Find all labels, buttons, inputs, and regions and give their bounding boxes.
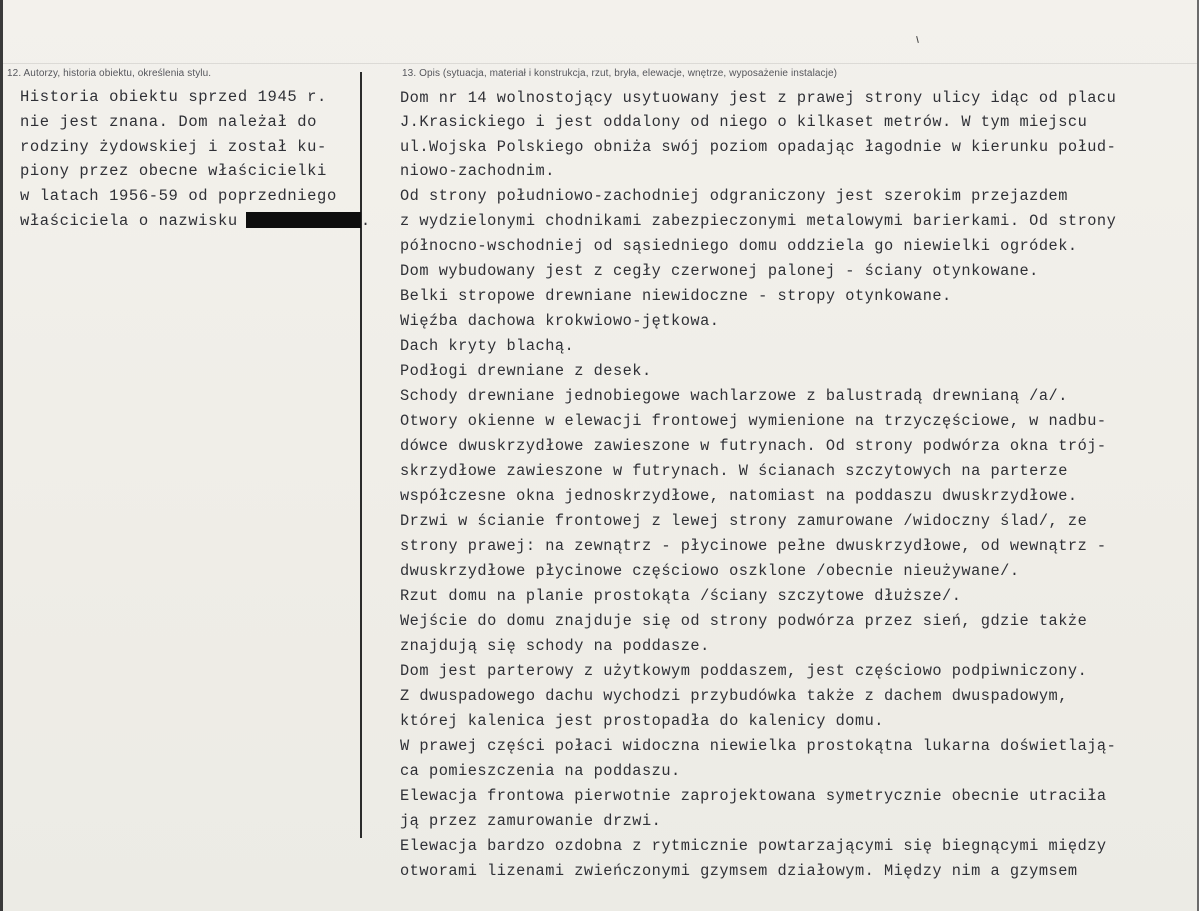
description-line: dówce dwuskrzydłowe zawieszone w futrynach. Od strony podwórza okna trój- xyxy=(400,437,1107,455)
history-line: piony przez obecne właścicielki xyxy=(20,162,327,180)
description-line: ca pomieszczenia na poddaszu. xyxy=(400,762,681,780)
description-line: J.Krasickiego i jest oddalony od niego o kilkaset metrów. W tym miejscu xyxy=(400,113,1088,131)
paper-fold xyxy=(3,63,1197,64)
description-line: skrzydłowe zawieszone w futrynach. W ścianach szczytowych na parterze xyxy=(400,462,1068,480)
description-line: znajdują się schody na poddasze. xyxy=(400,637,710,655)
description-line: W prawej części połaci widoczna niewielka prostokątna lukarna doświetlają- xyxy=(400,737,1117,755)
description-line: Belki stropowe drewniane niewidoczne - stropy otynkowane. xyxy=(400,287,952,305)
description-line: z wydzielonymi chodnikami zabezpieczonymi metalowymi barierkami. Od strony xyxy=(400,212,1117,230)
description-line: północno-wschodniej od sąsiedniego domu oddziela go niewielki ogródek. xyxy=(400,237,1078,255)
description-line: Elewacja frontowa pierwotnie zaprojektowana symetrycznie obecnie utraciła xyxy=(400,787,1107,805)
description-line: Elewacja bardzo ozdobna z rytmicznie powtarzającymi się biegnącymi między xyxy=(400,837,1107,855)
history-line: Historia obiektu sprzed 1945 r. xyxy=(20,88,327,106)
description-line: ul.Wojska Polskiego obniża swój poziom opadając łagodnie w kierunku połud- xyxy=(400,138,1117,156)
description-line: Otwory okienne w elewacji frontowej wymienione na trzyczęściowe, w nadbu- xyxy=(400,412,1107,430)
description-line: niowo-zachodnim. xyxy=(400,162,555,180)
page-edge-left xyxy=(0,0,3,911)
description-line: Dom jest parterowy z użytkowym poddaszem, jest częściowo podpiwniczony. xyxy=(400,662,1088,680)
line-end-period: . xyxy=(360,212,371,230)
column-divider xyxy=(360,72,362,838)
history-line: właściciela o nazwisku xyxy=(20,212,238,230)
history-line: w latach 1956-59 od poprzedniego xyxy=(20,187,337,205)
description-line: Dom nr 14 wolnostojący usytuowany jest z prawej strony ulicy idąc od placu xyxy=(400,89,1117,107)
redacted-surname xyxy=(246,212,361,228)
description-line: Z dwuspadowego dachu wychodzi przybudówka także z dachem dwuspadowym, xyxy=(400,687,1068,705)
description-line: Schody drewniane jednobiegowe wachlarzowe z balustradą drewnianą /a/. xyxy=(400,387,1068,405)
description-line: Dach kryty blachą. xyxy=(400,337,575,355)
pen-mark xyxy=(916,36,919,43)
description-line: Drzwi w ścianie frontowej z lewej strony zamurowane /widoczny ślad/, ze xyxy=(400,512,1088,530)
section-13-heading: 13. Opis (sytuacja, materiał i konstrukcja, rzut, bryła, elewacje, wnętrze, wyposażenie instalacje) xyxy=(402,68,838,79)
description-line: Więźba dachowa krokwiowo-jętkowa. xyxy=(400,312,720,330)
description-line: Wejście do domu znajduje się od strony podwórza przez sień, gdzie także xyxy=(400,612,1088,630)
description-line: dwuskrzydłowe płycinowe częściowo oszklone /obecnie nieużywane/. xyxy=(400,562,1020,580)
description-line: strony prawej: na zewnątrz - płycinowe pełne dwuskrzydłowe, od wewnątrz - xyxy=(400,537,1107,555)
history-line: rodziny żydowskiej i został ku- xyxy=(20,138,327,156)
description-line: Rzut domu na planie prostokąta /ściany szczytowe dłuższe/. xyxy=(400,587,962,605)
description-line: Dom wybudowany jest z cegły czerwonej palonej - ściany otynkowane. xyxy=(400,262,1039,280)
section-12-heading: 12. Autorzy, historia obiektu, określenia stylu. xyxy=(7,68,212,79)
history-line: nie jest znana. Dom należał do xyxy=(20,113,318,131)
description-line: Od strony południowo-zachodniej odgraniczony jest szerokim przejazdem xyxy=(400,187,1068,205)
description-line: otworami lizenami zwieńczonymi gzymsem działowym. Między nim a gzymsem xyxy=(400,862,1078,880)
history-line-with-redaction xyxy=(20,212,371,230)
description-line: współczesne okna jednoskrzydłowe, natomiast na poddaszu dwuskrzydłowe. xyxy=(400,487,1078,505)
description-line: ją przez zamurowanie drzwi. xyxy=(400,812,662,830)
description-line: której kalenica jest prostopadła do kalenicy domu. xyxy=(400,712,884,730)
description-line: Podłogi drewniane z desek. xyxy=(400,362,652,380)
